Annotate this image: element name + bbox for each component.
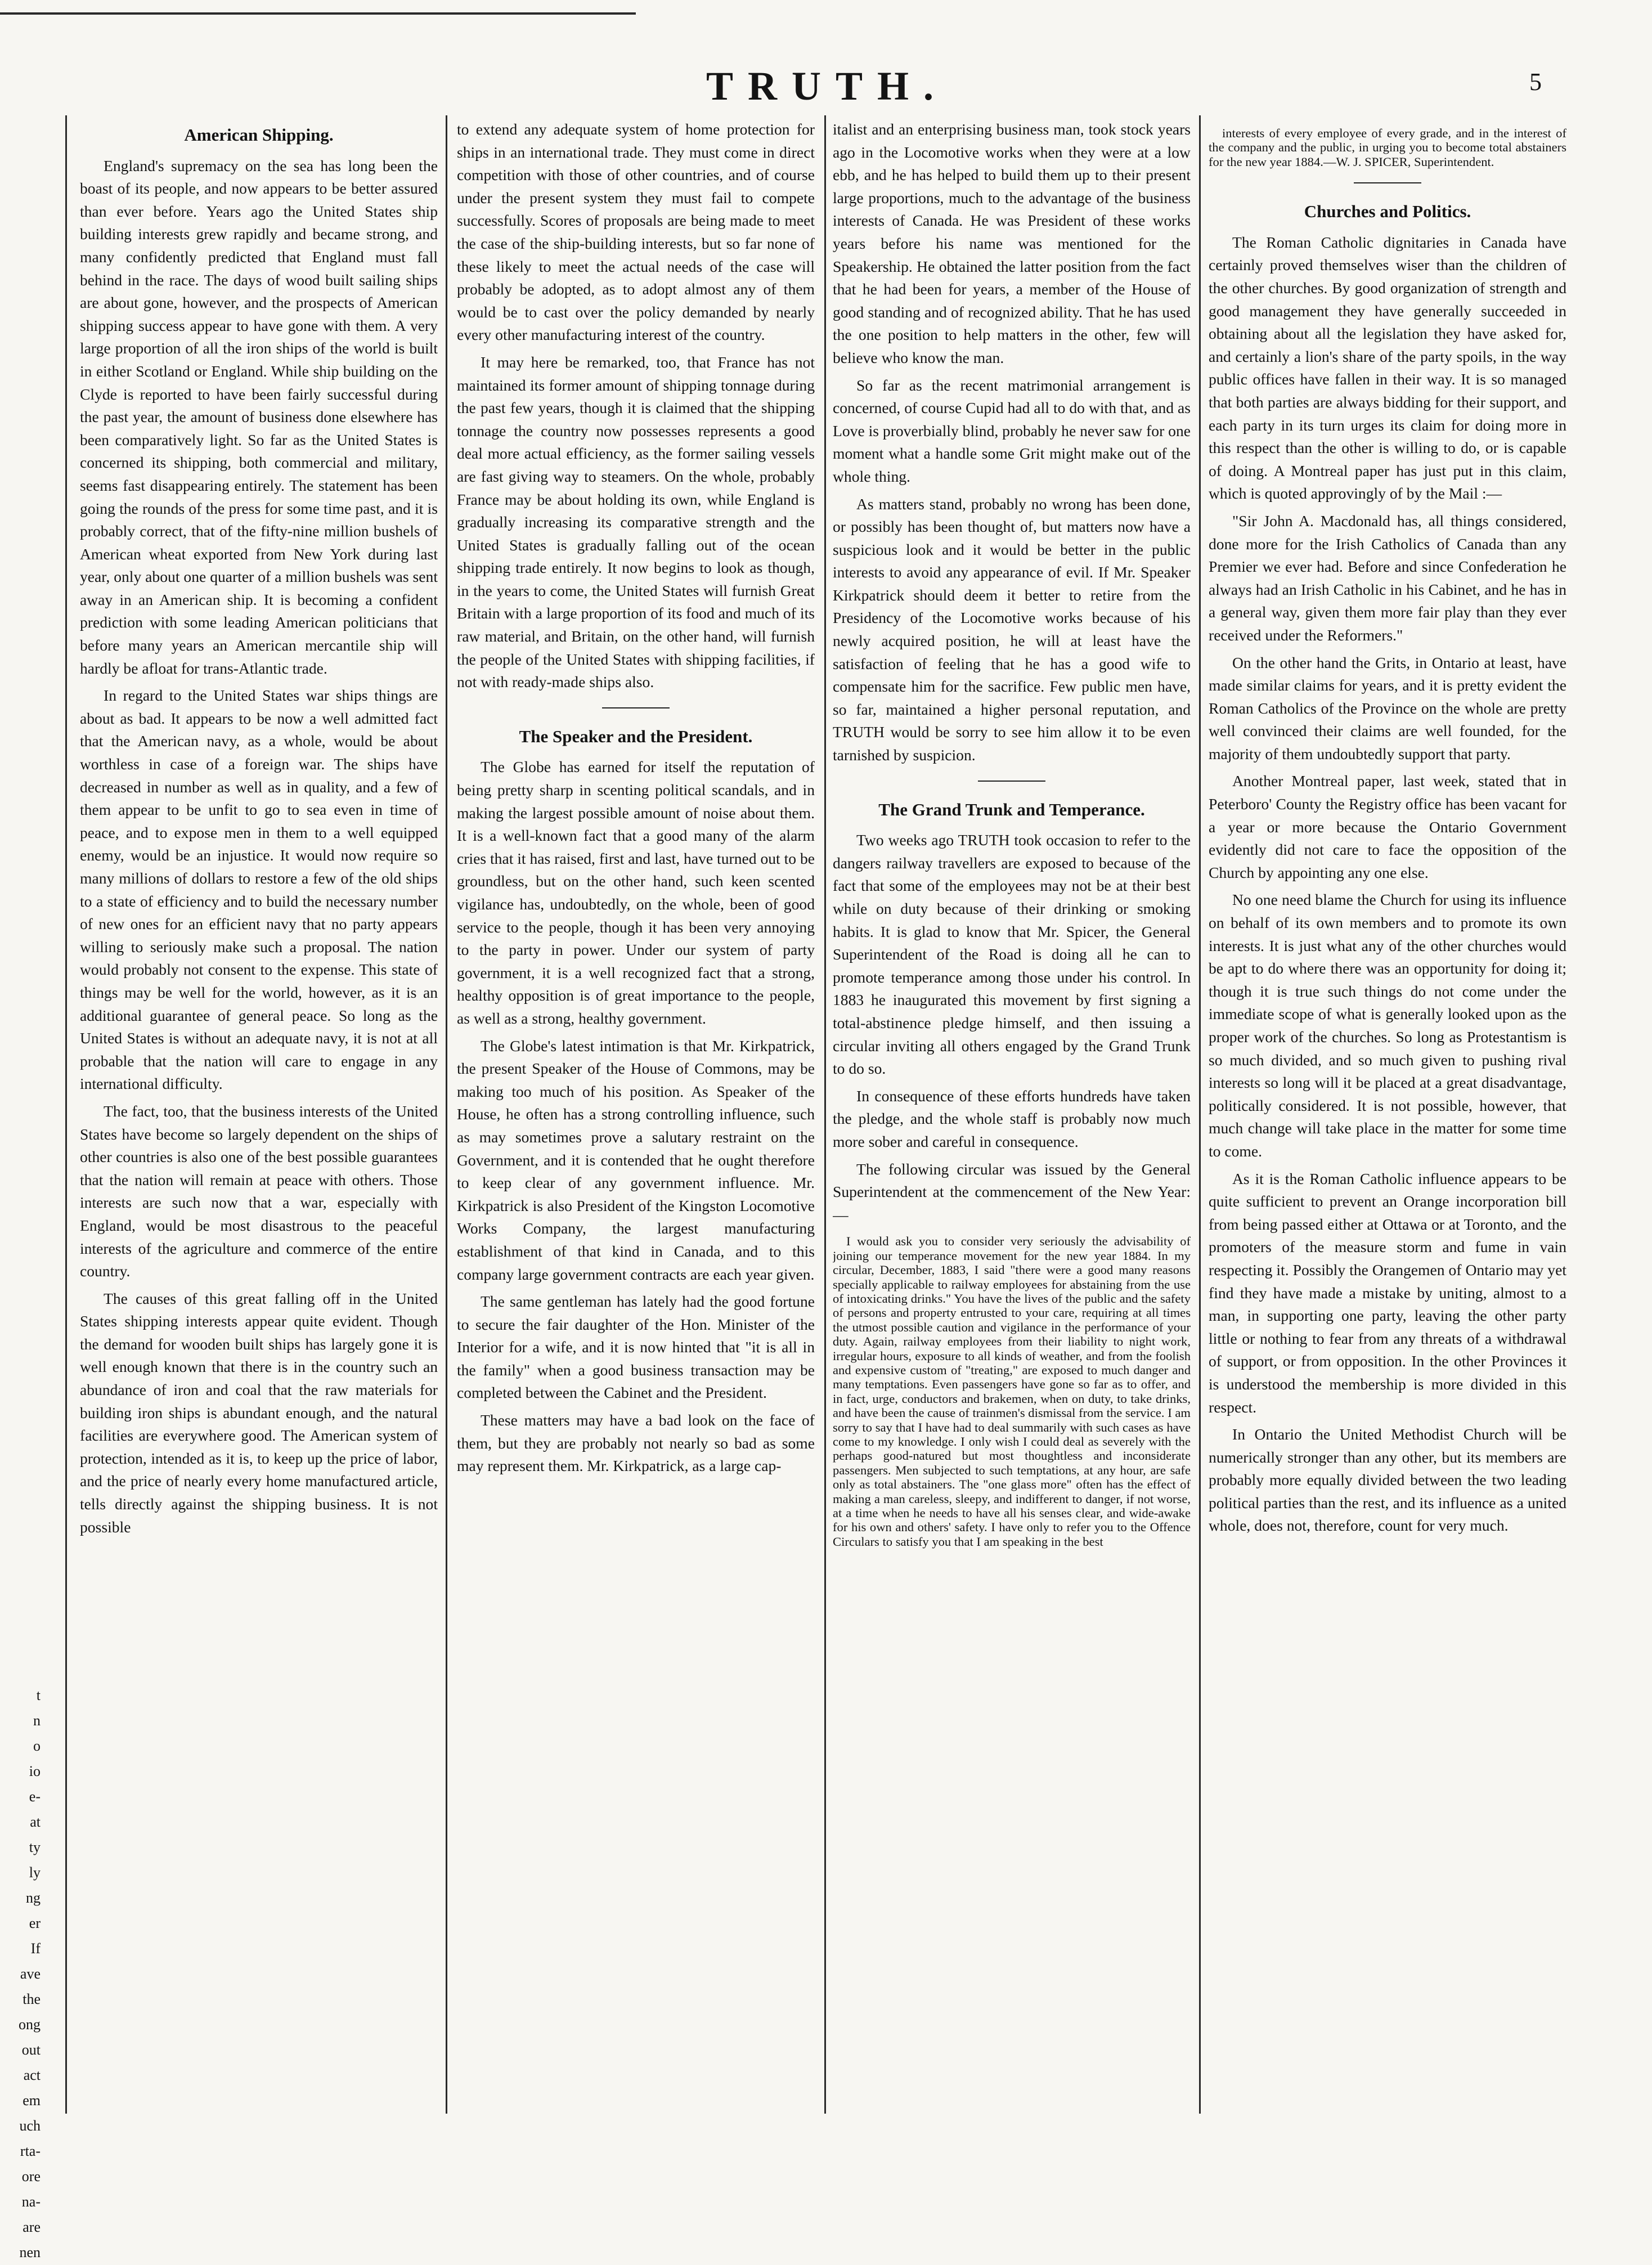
paragraph: No one need blame the Church for using its influence on behalf of its own members and to promote its own interests. It is just what any of the other churches would be apt to do where there was an opportunity for doing it; though it is true such things do not come under the immediate scope of what is generally looked upon as the proper work of the churches. So long as Protestantism is so much divided, and so much given to pushing rival interests so long will it be placed at a great disadvantage, politically considered. It is not possible, however, that much change will take place in the matter for some time to come. bbox=[1209, 891, 1566, 1160]
circular-text: I would ask you to consider very seriously the advisability of joining our temperance movement for the new year 1884. In my circular, December, 1883, I said "there were a good many reasons specially applicable to railway employees for abstaining from the use of intoxicating drinks." You have the lives of the public and the safety of persons and property entrusted to your care, requiring at all times the utmost possible caution and vigilance in the performance of your duty. Again, railway employees from their liability to night work, irregular hours, exposure to all kinds of weather, and from the foolish and expensive custom of "treating," are exposed to much danger and many temptations. Even passengers have gone so far as to offer, and in fact, urge, conductors and brakemen, when on duty, to take drinks, and have been the cause of trainmen's dismissal from the service. I am sorry to say that I have had to deal summarily with such cases as have come to my knowledge. I only wish I could deal as severely with the perhaps good-natured but most thoughtless and inconsiderate passengers. Men subjected to such temptations, at any hour, are safe only as total abstainers. The "one glass more" often has the effect of making a man careless, sleepy, and indifferent to danger, if not worse, at a time when he needs to have all his senses clear, and wide-awake for his own and others' safety. I have only to refer you to the Offence Circulars to satisfy you that I am speaking in the best bbox=[833, 1234, 1191, 1549]
column-rule bbox=[1199, 115, 1201, 2114]
continued-paragraph: italist and an enterprising business man, took stock years ago in the Locomotive works when they were at a low ebb, and he has helped to build them up to their present large proportions, much to the advantage of the business interests of Canada. He was President of these works years before his name was mentioned for the Speakership. He obtained the latter position from the fact that he had been for years, a member of the House of good standing and of recognized ability. That he has used the one position to help matters in the other, few will believe who know the man. bbox=[833, 120, 1191, 366]
margin-fragment: are bbox=[23, 2219, 41, 2235]
margin-fragment: act bbox=[23, 2067, 41, 2083]
continued-paragraph: to extend any adequate system of home protection for ships in an international trade. They must come in direct competition with those of other countries, and of course under the present system they must fail to compete successfully. Scores of proposals are being made to meet the case of the ship-building interests, but so far none of these likely to meet the actual needs of the case will probably be adopted, as to adopt almost any of them would be to cast over the policy demanded by nearly every other manufacturing interest of the country. bbox=[457, 120, 815, 344]
margin-fragment: na- bbox=[21, 2194, 41, 2210]
paragraph: The fact, too, that the business interests of the United States have become so largely dependent on the ships of other countries is also one of the best possible guarantees that the nation will remain at peace with others. Those interests are such now that a war, especially with England, would be most disastrous to the peaceful interests of the agriculture and commerce of the entire country. bbox=[80, 1102, 438, 1280]
paragraph: The Globe has earned for itself the reputation of being pretty sharp in scenting political scandals, and in making the largest possible amount of noise about them. It is a well-known fact that a good many of the alarm cries that it has raised, first and last, have turned out to be groundless, but on the other hand, such keen scented vigilance has, undoubtedly, on the whole, been of good service to the people, though it has been very annoying to the party in power. Under our system of party government, it is a well recognized fact that a strong, healthy opposition is of great importance to the people, as well as a strong, healthy government. bbox=[457, 758, 815, 1027]
margin-fragment: e- bbox=[29, 1788, 41, 1805]
column-4 bbox=[1209, 118, 1566, 2122]
margin-fragment: ore bbox=[21, 2168, 41, 2185]
margin-fragment: If bbox=[30, 1940, 41, 1957]
margin-fragment: nen bbox=[19, 2244, 41, 2260]
paragraph: The Globe's latest intimation is that Mr. Kirkpatrick, the present Speaker of the House of Commons, may be making too much of his position. As Speaker of the House, he often has a strong controlling influence, such as may sometimes prove a salutary restraint on the Government, and it is contended that he ought therefore to keep clear of any government influence. Mr. Kirkpatrick is also President of the Kingston Locomotive Works Company, the largest manufacturing establishment of that kind in Canada, and to this company large government contracts are each year given. bbox=[457, 1037, 815, 1283]
section-rule bbox=[602, 707, 670, 708]
margin-fragment: ong bbox=[19, 2016, 41, 2033]
paragraph: The same gentleman has lately had the good fortune to secure the fair daughter of the Hon. Minister of the Interior for a wife, and it is now hinted that "it is all in the family" when a good business transaction may be completed between the Cabinet and the President. bbox=[457, 1293, 815, 1402]
section-rule bbox=[978, 781, 1045, 782]
margin-fragment: ng bbox=[26, 1890, 41, 1906]
masthead: TRUTH. bbox=[706, 64, 949, 109]
column-3 bbox=[833, 118, 1191, 2122]
section-rule bbox=[1354, 182, 1421, 183]
margin-fragment: the bbox=[23, 1991, 41, 2007]
margin-fragment: rta- bbox=[20, 2143, 41, 2159]
margin-fragment: n bbox=[33, 1712, 41, 1729]
margin-fragment: ly bbox=[29, 1864, 41, 1881]
margin-fragment: em bbox=[23, 2092, 41, 2109]
paragraph: These matters may have a bad look on the face of them, but they are probably not nearly so bad as some may represent them. Mr. Kirkpatrick, as a large cap- bbox=[457, 1411, 815, 1475]
paragraph: The causes of this great falling off in the United States shipping interests appear quite evident. Though the demand for wooden built ships has largely gone it is well enough known that there is in the country such an abundance of iron and coal that the raw materials for building iron ships is abundant enough, and the natural facilities are everywhere good. The American system of protection, intended as it is, to keep up the price of labor, and the price of nearly every home manufactured article, tells directly against the shipping business. It is not possible bbox=[80, 1289, 438, 1536]
paragraph: "Sir John A. Macdonald has, all things considered, done more for the Irish Catholics of Canada than any Premier we ever had. Before and since Confederation he always had an Irish Catholic in his Cabinet, and he has in a general way, given them more fair play than they ever received under the Reformers." bbox=[1209, 512, 1566, 644]
paragraph: As matters stand, probably no wrong has been done, or possibly has been thought of, but matters now have a suspicious look and it would be better in the public interests to avoid any appearance of evil. If Mr. Speaker Kirkpatrick should deem it better to retire from the Presidency of the Locomotive works because of his newly acquired position, he will at least have the satisfaction of feeling that he has a good wife to compensate him for the sacrifice. Few public men have, so far, maintained a higher personal reputation, and TRUTH would be sorry to see him allow it to be even tarnished by suspicion. bbox=[833, 495, 1191, 764]
margin-fragment: out bbox=[21, 2042, 41, 2058]
margin-fragment: ave bbox=[20, 1966, 41, 1982]
top-rule bbox=[0, 12, 636, 15]
margin-fragment: io bbox=[29, 1763, 41, 1779]
margin-fragment: at bbox=[30, 1814, 41, 1830]
column-2 bbox=[457, 118, 815, 2122]
margin-fragment: t bbox=[36, 1687, 41, 1703]
paragraph: In Ontario the United Methodist Church will be numerically stronger than any other, but its members are probably more equally divided between the two leading political parties than the rest, and its influence as a united whole, does not, therefore, count for very much. bbox=[1209, 1425, 1566, 1535]
paragraph: The following circular was issued by the General Superintendent at the commencement of the New Year:— bbox=[833, 1160, 1191, 1223]
margin-fragment: er bbox=[29, 1915, 41, 1931]
article-headline: The Grand Trunk and Temperance. bbox=[878, 799, 1145, 819]
column-rule bbox=[446, 115, 447, 2114]
paragraph: As it is the Roman Catholic influence appears to be quite sufficient to prevent an Orange incorporation bill from being passed either at Ottawa or at Toronto, and the promoters of the measure storm and fume in vain respecting it. Possibly the Orangemen of Ontario may yet find they have made a mistake by uniting, almost to a man, in supporting one party, leaving the other party little or nothing to fear from any threats of a withdrawal of support, or from opposition. In the other Provinces it is understood the membership is more divided in this respect. bbox=[1209, 1169, 1566, 1416]
paragraph: England's supremacy on the sea has long been the boast of its people, and now appears to be better assured than ever before. Years ago the United States ship building interests grew rapidly and became strong, and many confidently predicted that England must fall behind in the race. The days of wood built sailing ships are about gone, however, and the prospects of American shipping success appear to have gone with them. A very large proportion of all the iron ships of the world is built in either Scotland or England. While ship building on the Clyde is reported to have been fairly successful during the past year, the amount of business done elsewhere has been comparatively light. So far as the United States is concerned its shipping, both commercial and military, seems fast disappearing entirely. The statement has been going the rounds of the press for some time past, and it is probably correct, that of the fifty-nine million bushels of American wheat exported from New York during last year, only about one quarter of a million bushels was sent away in an American ship. It is becoming a confident prediction with some leading American politicians that before many years an American mercantile ship will hardly be afloat for trans-Atlantic trade. bbox=[80, 156, 438, 677]
circular-text: interests of every employee of every grade, and in the interest of the company and the public, in urging you to become total abstainers for the new year 1884.—W. J. SPICER, Superintendent. bbox=[1209, 126, 1566, 169]
margin-fragment: o bbox=[33, 1738, 41, 1754]
paragraph: The Roman Catholic dignitaries in Canada have certainly proved themselves wiser than the children of the other churches. By good organization of strength and good management they have generally succeeded in obtaining about all the legislation they have asked for, and certainly a lion's share of the party spoils, in the way public offices have fallen in their way. It is so managed that both parties are always bidding for their support, and each party in its turn urges its claim for doing more in this respect than the other is willing to do, or is capable of doing. A Montreal paper has just put in this claim, which is quoted approvingly of by the Mail :— bbox=[1209, 233, 1566, 503]
left-margin-fragments bbox=[1, 1683, 41, 2265]
margin-fragment: uch bbox=[19, 2118, 41, 2134]
paragraph: In consequence of these efforts hundreds have taken the pledge, and the whole staff is probably now much more sober and careful in consequence. bbox=[833, 1087, 1191, 1150]
column-rule bbox=[824, 115, 826, 2114]
column-1 bbox=[80, 118, 438, 2122]
margin-fragment: ty bbox=[29, 1839, 41, 1855]
paragraph: It may here be remarked, too, that France has not maintained its former amount of shipping tonnage during the past few years, though it is claimed that the shipping tonnage the country now possesses represents a good deal more actual efficiency, as the former sailing vessels are fast giving way to steamers. On the whole, probably France may be about holding its own, while England is gradually increasing its comparative strength and the United States is gradually falling out of the ocean shipping trade entirely. It now begins to look as though, in the years to come, the United States will furnish Great Britain with a large proportion of its food and much of its raw material, and Britain, on the other hand, will furnish the people of the United States with shipping facilities, if not with ready-made ships also. bbox=[457, 353, 815, 691]
page-number: 5 bbox=[1529, 68, 1542, 96]
article-headline: American Shipping. bbox=[184, 125, 334, 145]
paragraph: In regard to the United States war ships things are about as bad. It appears to be now a well admitted fact that the American navy, as a whole, would be about worthless in case of a foreign war. The ships have decreased in number as well as in quality, and a few of them appear to be unfit to go to sea even in time of peace, and to expose men in them to a well equipped enemy, would be an injustice. It would now require so many millions of dollars to restore a few of the old ships to a state of efficiency and to build the necessary number of new ones for an efficient navy that no party appears willing to seriously make such a proposal. The nation would probably not consent to the expense. This state of things may be well for the world, however, as it is an additional guarantee of general peace. So long as the United States is without an adequate navy, it is not at all probable that the nation will care to engage in any international difficulty. bbox=[80, 687, 438, 1093]
paragraph: Another Montreal paper, last week, stated that in Peterboro' County the Registry office has been vacant for a year or more because the Ontario Government evidently did not care to face the opposition of the Church by appointing any one else. bbox=[1209, 772, 1566, 881]
article-headline: The Speaker and the President. bbox=[519, 726, 753, 746]
article-headline: Churches and Politics. bbox=[1304, 201, 1471, 222]
column-rule bbox=[65, 115, 67, 2114]
paragraph: So far as the recent matrimonial arrangement is concerned, of course Cupid had all to do with that, and as Love is proverbially blind, probably he never saw for one moment what a handle some Grit might make out of the whole thing. bbox=[833, 376, 1191, 485]
paragraph: Two weeks ago TRUTH took occasion to refer to the dangers railway travellers are exposed to because of the fact that some of the employees may not be at their best while on duty because of their drinking or smoking habits. It is glad to know that Mr. Spicer, the General Superintendent of the Road is doing all he can to promote temperance among those under his control. In 1883 he inaugurated this movement by first signing a total-abstinence pledge himself, and then issuing a circular inviting all others engaged by the Grand Trunk to do so. bbox=[833, 831, 1191, 1078]
paragraph: On the other hand the Grits, in Ontario at least, have made similar claims for years, and it is pretty evident the Roman Catholics of the Province on the whole are pretty well convinced their claims are well founded, for the majority of them undoubtedly support that party. bbox=[1209, 653, 1566, 763]
